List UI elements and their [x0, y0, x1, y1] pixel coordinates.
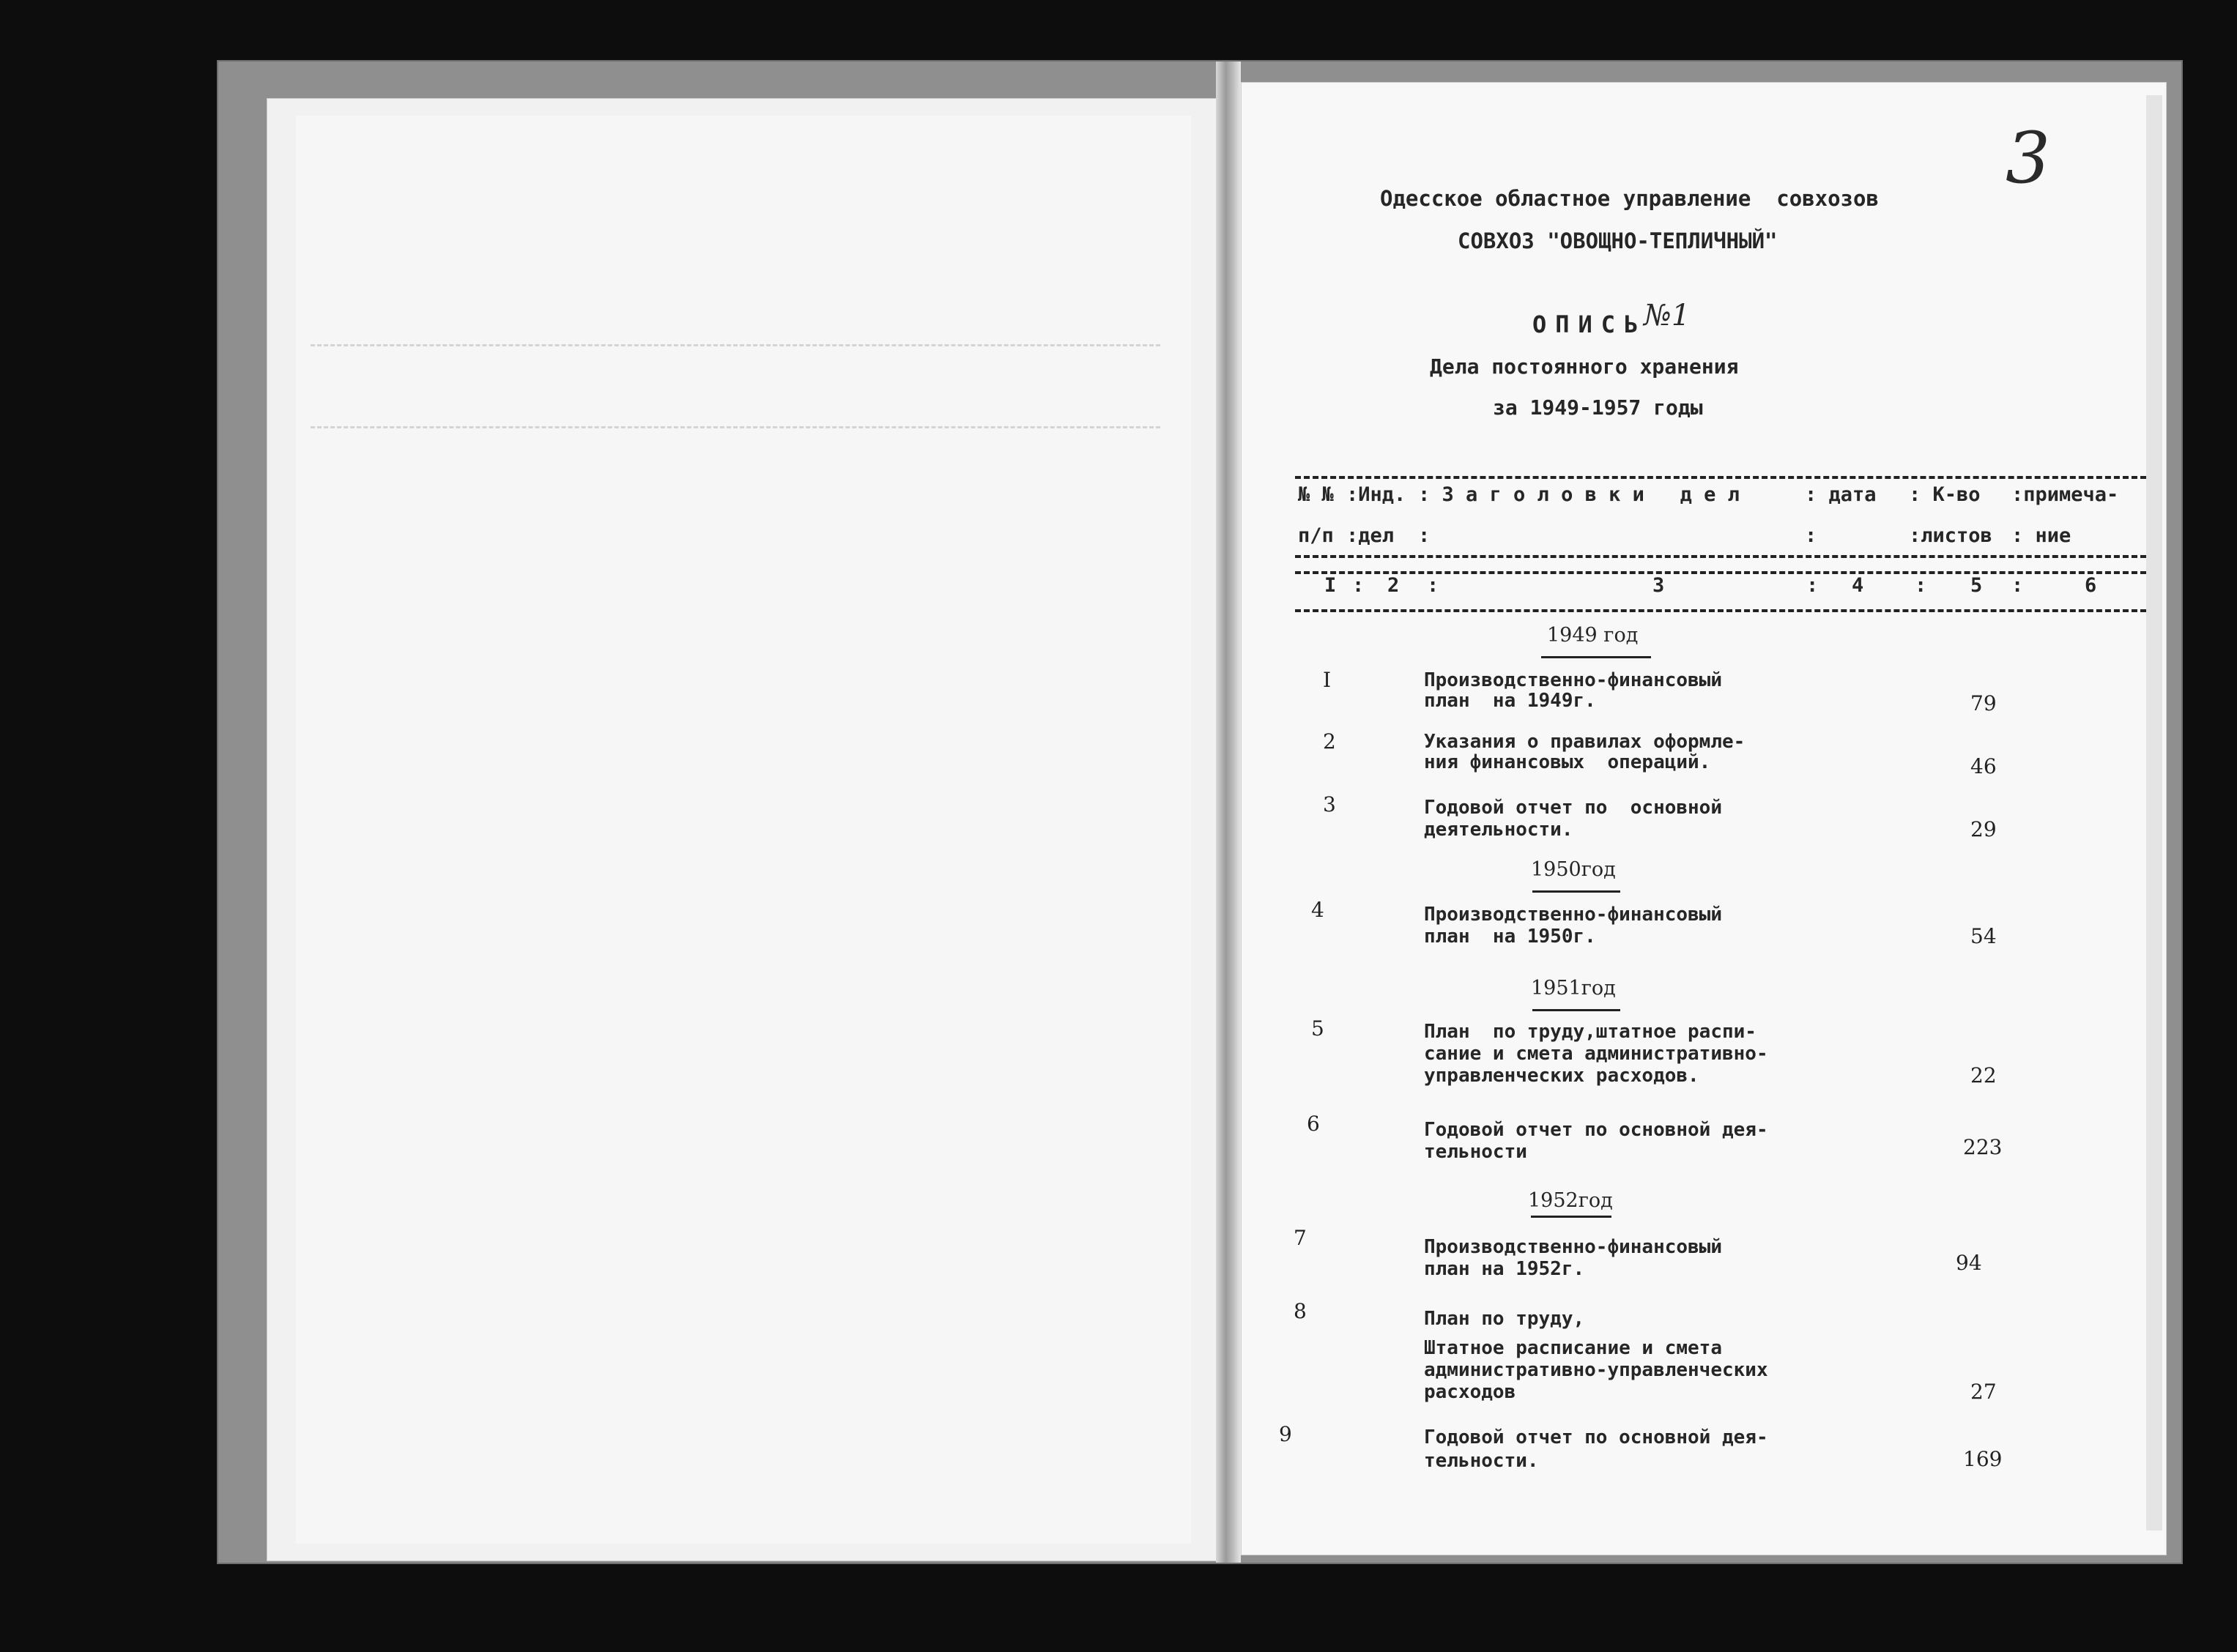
- item-number: I: [1323, 668, 1332, 692]
- item-title-line: Производственно-финансовый: [1424, 904, 1722, 926]
- col-header-titles: : З а г о л о в к и д е л: [1418, 483, 1740, 506]
- opis-number: №1: [1644, 299, 1691, 332]
- item-title-line: деятельности.: [1424, 819, 1573, 841]
- org-line-2: СОВХОЗ "ОВОЩНО-ТЕПЛИЧНЫЙ": [1458, 228, 1778, 253]
- item-title-line: ния финансовых операций.: [1424, 751, 1711, 773]
- item-title-line: Указания о правилах оформле-: [1424, 731, 1746, 753]
- item-title-line: Производственно-финансовый: [1424, 669, 1722, 691]
- item-number: 5: [1311, 1016, 1324, 1041]
- year-heading: 1951год: [1531, 977, 1616, 1000]
- item-title-line: Годовой отчет по основной дея-: [1424, 1119, 1768, 1141]
- book-spine: [1216, 62, 1241, 1563]
- item-sheets: 223: [1963, 1135, 2003, 1159]
- item-title-line: сание и смета административно-: [1424, 1043, 1768, 1065]
- item-title-line: Штатное расписание и смета: [1424, 1337, 1722, 1359]
- col-header-sheets-2: :листов: [1909, 524, 1992, 547]
- colnum-sep: :: [1915, 574, 1927, 597]
- item-title-line: Годовой отчет по основной: [1424, 797, 1722, 819]
- colnum-sep: :: [1806, 574, 1819, 597]
- year-underline: [1532, 890, 1620, 893]
- item-title-line: Производственно-финансовый: [1424, 1236, 1722, 1258]
- page-edge: [2146, 95, 2162, 1530]
- colnum-3: 3: [1652, 574, 1665, 597]
- table-rule: [1295, 476, 2146, 479]
- item-title-line: управленческих расходов.: [1424, 1065, 1699, 1087]
- item-number: 4: [1311, 898, 1324, 922]
- colnum-1: I: [1324, 574, 1337, 597]
- item-number: 8: [1294, 1299, 1307, 1323]
- item-sheets: 46: [1970, 754, 1997, 778]
- item-sheets: 22: [1970, 1063, 1997, 1087]
- col-header-no-2: п/п: [1298, 524, 1334, 547]
- item-number: 9: [1279, 1422, 1292, 1446]
- year-heading: 1949 год: [1547, 624, 1639, 647]
- title-line-3: за 1949-1957 годы: [1493, 395, 1703, 420]
- col-header-no: № №: [1298, 483, 1334, 506]
- colnum-sep: :: [1352, 574, 1365, 597]
- item-number: 6: [1307, 1112, 1320, 1136]
- ghost-rule: [311, 426, 1160, 428]
- col-header-notes: :примеча-: [2011, 483, 2119, 506]
- item-title-line: тельности: [1424, 1141, 1527, 1163]
- item-sheets: 54: [1970, 924, 1997, 948]
- item-number: 3: [1323, 792, 1336, 816]
- item-sheets: 29: [1970, 817, 1997, 841]
- page-number: 3: [2006, 117, 2051, 199]
- ghost-rule: [311, 344, 1160, 346]
- year-underline: [1541, 656, 1651, 658]
- title-line-2: Дела постоянного хранения: [1430, 354, 1739, 379]
- item-title-line: план на 1952г.: [1424, 1258, 1585, 1280]
- year-underline: [1532, 1009, 1620, 1011]
- item-title-line: план на 1949г.: [1424, 690, 1596, 712]
- item-title-line: План по труду,штатное распи-: [1424, 1021, 1756, 1043]
- item-title-line: тельности.: [1424, 1450, 1539, 1472]
- col-header-index: :Инд.: [1346, 483, 1406, 506]
- item-title-line: план на 1950г.: [1424, 926, 1596, 948]
- item-title-line: План по труду,: [1424, 1308, 1585, 1330]
- colnum-6: 6: [2085, 574, 2097, 597]
- year-heading: 1950год: [1531, 858, 1616, 881]
- col-header-index-2: :дел: [1346, 524, 1395, 547]
- colnum-sep: :: [1427, 574, 1439, 597]
- opis-title: ОПИСЬ: [1532, 310, 1647, 338]
- item-number: 2: [1323, 729, 1336, 754]
- item-sheets: 94: [1956, 1251, 1982, 1275]
- col-header-titles-2: :: [1418, 524, 1431, 547]
- item-sheets: 27: [1970, 1380, 1997, 1404]
- item-sheets: 79: [1970, 691, 1997, 715]
- col-header-sheets: : К-во: [1909, 483, 1981, 506]
- table-rule: [1295, 609, 2146, 612]
- col-header-date-2: :: [1805, 524, 1817, 547]
- table-rule: [1295, 555, 2146, 558]
- colnum-4: 4: [1852, 574, 1864, 597]
- item-title-line: расходов: [1424, 1381, 1516, 1403]
- right-page: [1241, 82, 2167, 1555]
- item-number: 7: [1294, 1226, 1307, 1250]
- item-title-line: административно-управленческих: [1424, 1359, 1768, 1381]
- item-sheets: 169: [1963, 1447, 2003, 1471]
- item-title-line: Годовой отчет по основной дея-: [1424, 1426, 1768, 1448]
- year-heading: 1952год: [1528, 1189, 1613, 1212]
- colnum-sep: :: [2011, 574, 2024, 597]
- colnum-2: 2: [1387, 574, 1400, 597]
- left-page-sheet: [296, 116, 1191, 1544]
- col-header-notes-2: : ние: [2011, 524, 2071, 547]
- org-line-1: Одесское областное управление совхозов: [1380, 186, 1879, 211]
- year-underline: [1531, 1216, 1611, 1218]
- colnum-5: 5: [1970, 574, 1983, 597]
- col-header-date: : дата: [1805, 483, 1877, 506]
